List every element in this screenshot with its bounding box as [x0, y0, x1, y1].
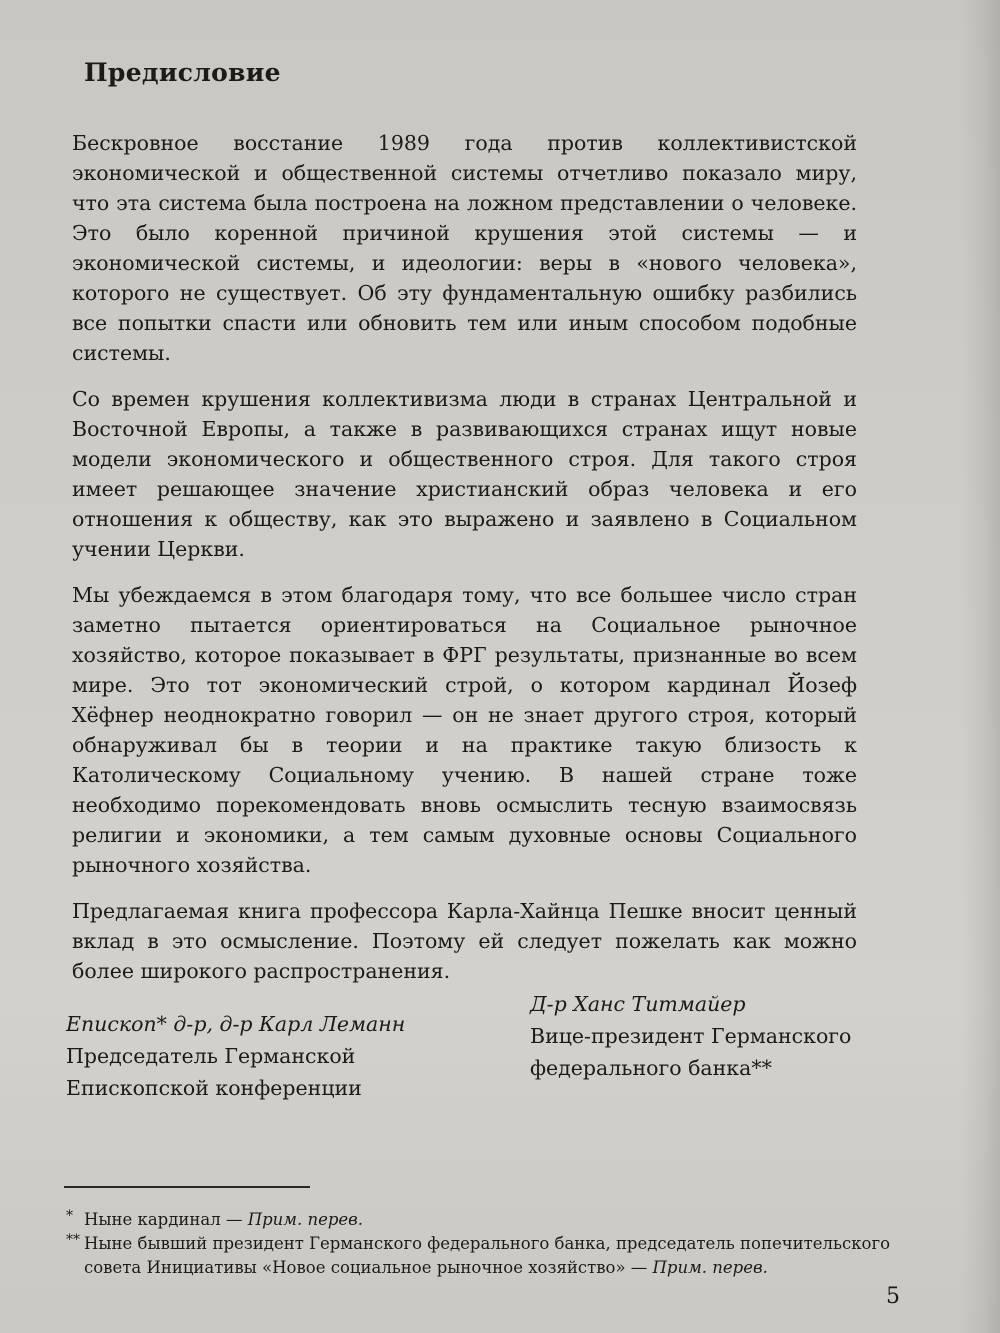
footnote-divider: [64, 1186, 310, 1188]
footnote-1: [60, 1208, 900, 1232]
paragraph-4: Предлагаемая книга профессора Карла-Хайнца Пешке вносит ценный вклад в это осмысление. Поэтому ей следует пожелать как можно более широкого распространения.: [72, 899, 857, 983]
paragraph-3: Мы убеждаемся в этом благодаря тому, что все большее число стран заметно пытается ориентироваться на Социальное рыночное хозяйство, которое показывает в ФРГ результаты, признанные во всем мире. Это тот экономический строй, о котором кардинал Йозеф Хёфнер неоднократно говорил — он не знает другого строя, который обнаруживал бы в теории и на практике такую близость к Католическому Социальному учению. В нашей стране тоже необходимо порекомендовать вновь осмыслить тесную взаимосвязь религии и экономики, а тем самым духовные основы Социального рыночного хозяйства.: [72, 583, 857, 877]
page-title: Предисловие: [84, 58, 281, 87]
footnote-2-text: Ныне бывший президент Германского федерального банка, председатель попечительского совета Инициативы «Новое социальное рыночное хозяйство» —: [84, 1234, 891, 1277]
footnote-1-mark: *: [66, 1208, 73, 1224]
signature-right-title-2: федерального банка**: [530, 1056, 772, 1080]
footnote-2-note: Прим. перев.: [652, 1258, 768, 1277]
signature-left-title-1: Председатель Германской: [66, 1044, 356, 1068]
page-number: 5: [886, 1284, 900, 1309]
signature-right: [530, 988, 910, 1084]
page-edge-shadow: [960, 0, 1000, 1333]
signature-left-name: Епископ* д-р, д-р Карл Леманн: [66, 1012, 406, 1036]
signature-left: [66, 1008, 486, 1104]
signature-right-title-1: Вице-президент Германского: [530, 1024, 852, 1048]
signature-right-name: Д-р Ханс Титмайер: [530, 992, 746, 1016]
footnote-1-note: Прим. перев.: [247, 1210, 364, 1229]
footnote-2: [60, 1232, 900, 1280]
paragraph-2: Со времен крушения коллективизма люди в странах Центральной и Восточной Европы, а также в развивающихся странах ищут новые модели экономического и общественного строя. Для такого строя имеет решающее значение христианский образ человека и его отношения к обществу, как это выражено и заявлено в Социальном учении Церкви.: [72, 387, 857, 561]
footnote-2-mark: **: [66, 1232, 80, 1248]
footnotes: [60, 1208, 900, 1280]
signature-left-title-2: Епископской конференции: [66, 1076, 362, 1100]
paragraph-1: Бескровное восстание 1989 года против коллективистской экономической и общественной системы отчетливо показало миру, что эта система была построена на ложном представлении о человеке. Это было коренной причиной крушения этой системы — и экономической системы, и идеологии: веры в «нового человека», которого не существует. Об эту фундаментальную ошибку разбились все попытки спасти или обновить тем или иным способом подобные системы.: [72, 131, 857, 365]
footnote-1-text: Ныне кардинал —: [84, 1210, 248, 1229]
foreword-body: [72, 128, 857, 1002]
